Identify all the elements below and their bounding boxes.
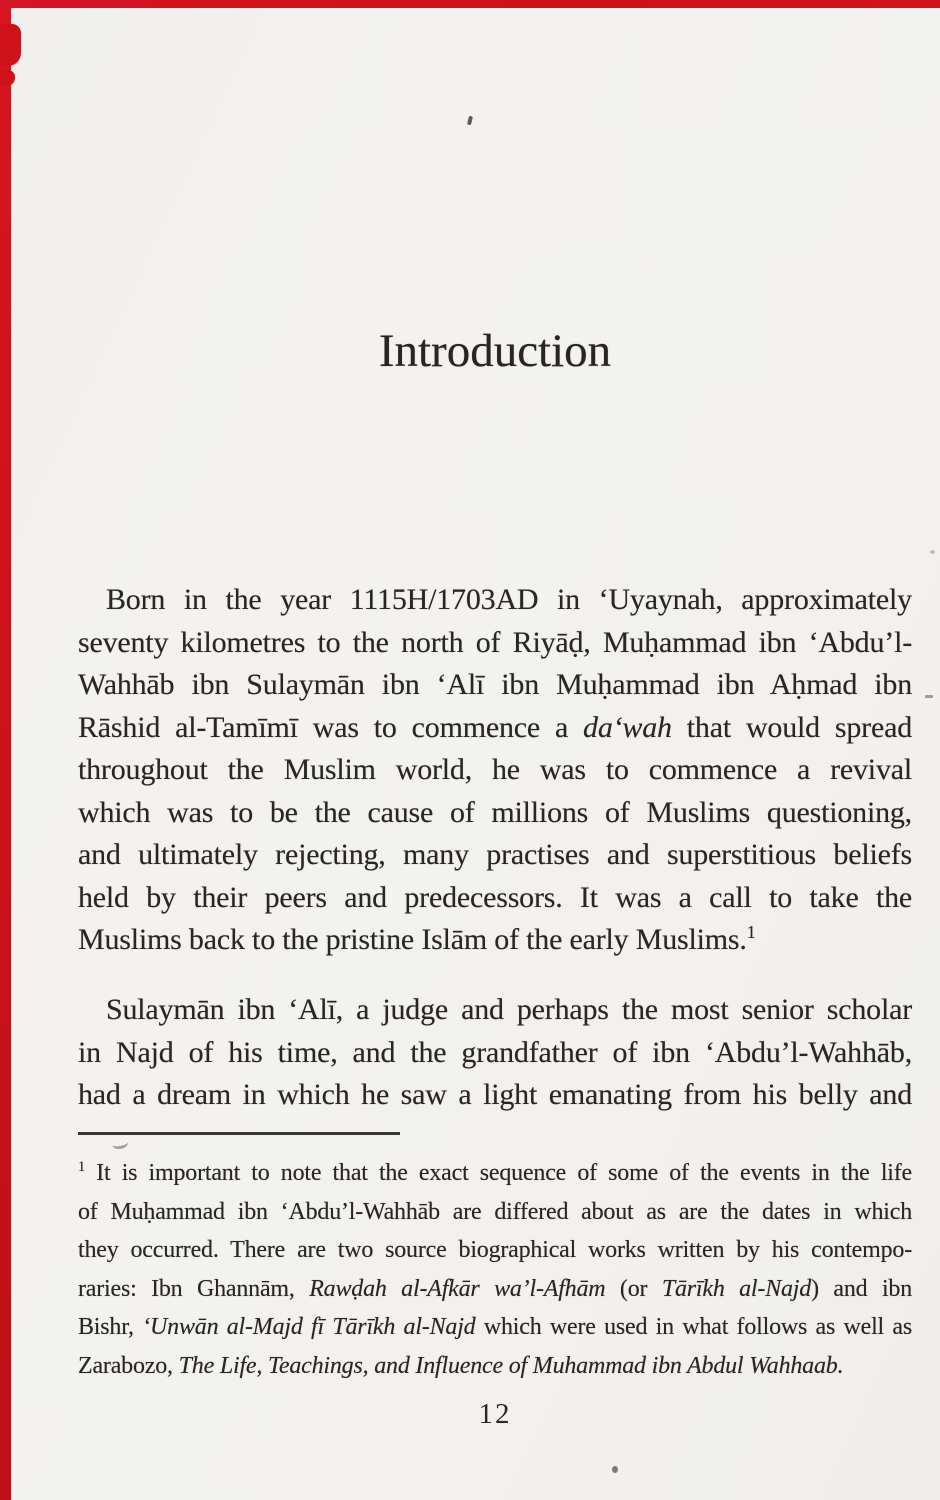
page-title: Introduction [378,325,612,377]
text-line: held by their peers and predecessors. It was a call to take the [78,880,912,914]
text-line: which was to be the cause of millions of Muslims questioning, [78,795,912,829]
book-cover-edge-left [0,0,11,1500]
paragraph-1 [78,579,912,962]
footnote [78,1154,912,1385]
footnote-separator-rule [78,1132,400,1135]
text-line: raries: Ibn Ghannām, Rawḍah al-Afkār wa’l-Afhām (or Tārīkh al-Najd) and ibn [78,1275,913,1302]
scan-mark [111,1137,129,1151]
text-line: $^1$ It is important to note that the exact sequence of some of the events in the life [78,1159,912,1186]
text-line: had a dream in which he saw a light emanating from his belly and [78,1078,912,1111]
text-line: they occurred. There are two source biographical works written by his contempo- [78,1237,912,1263]
page-number: 12 [478,1398,512,1430]
scan-speck [467,116,473,126]
text-line: Muslims back to the pristine Islām of the early Muslims.$^1$ [78,922,756,956]
scan-speck [612,1466,618,1473]
text-line: and ultimately rejecting, many practises and superstitious beliefs [78,838,912,871]
text-line: Rāshid al-Tamīmī was to commence a da‘wah that would spread [78,710,912,744]
text-line: seventy kilometres to the north of Riyāḍ, Muḥammad ibn ‘Abdu’l- [78,625,912,659]
text-line: Zarabozo, The Life, Teachings, and Influence of Muhammad ibn Abdul Wahhaab. [78,1352,844,1379]
scan-speck [925,695,933,698]
text-line: Bishr, ‘Unwān al-Majd fī Tārīkh al-Najd which were used in what follows as well as [78,1314,912,1340]
text-line: of Muḥammad ibn ‘Abdu’l-Wahhāb are differed about as are the dates in which [78,1198,912,1225]
text-line: Born in the year 1115H/1703AD in ‘Uyaynah, approximately [106,583,912,616]
book-page [11,8,940,1500]
scan-speck [930,550,935,554]
book-cover-edge-notch [0,24,21,66]
book-cover-edge-top [0,0,940,8]
text-line: Wahhāb ibn Sulaymān ibn ‘Alī ibn Muḥammad ibn Aḥmad ibn [78,668,912,701]
text-line: Sulaymān ibn ‘Alī, a judge and perhaps the most senior scholar [106,993,912,1026]
text-line: throughout the Muslim world, he was to commence a revival [78,753,912,786]
text-line: in Najd of his time, and the grandfather of ibn ‘Abdu’l-Wahhāb, [78,1035,912,1069]
paragraph-2 [78,989,912,1117]
